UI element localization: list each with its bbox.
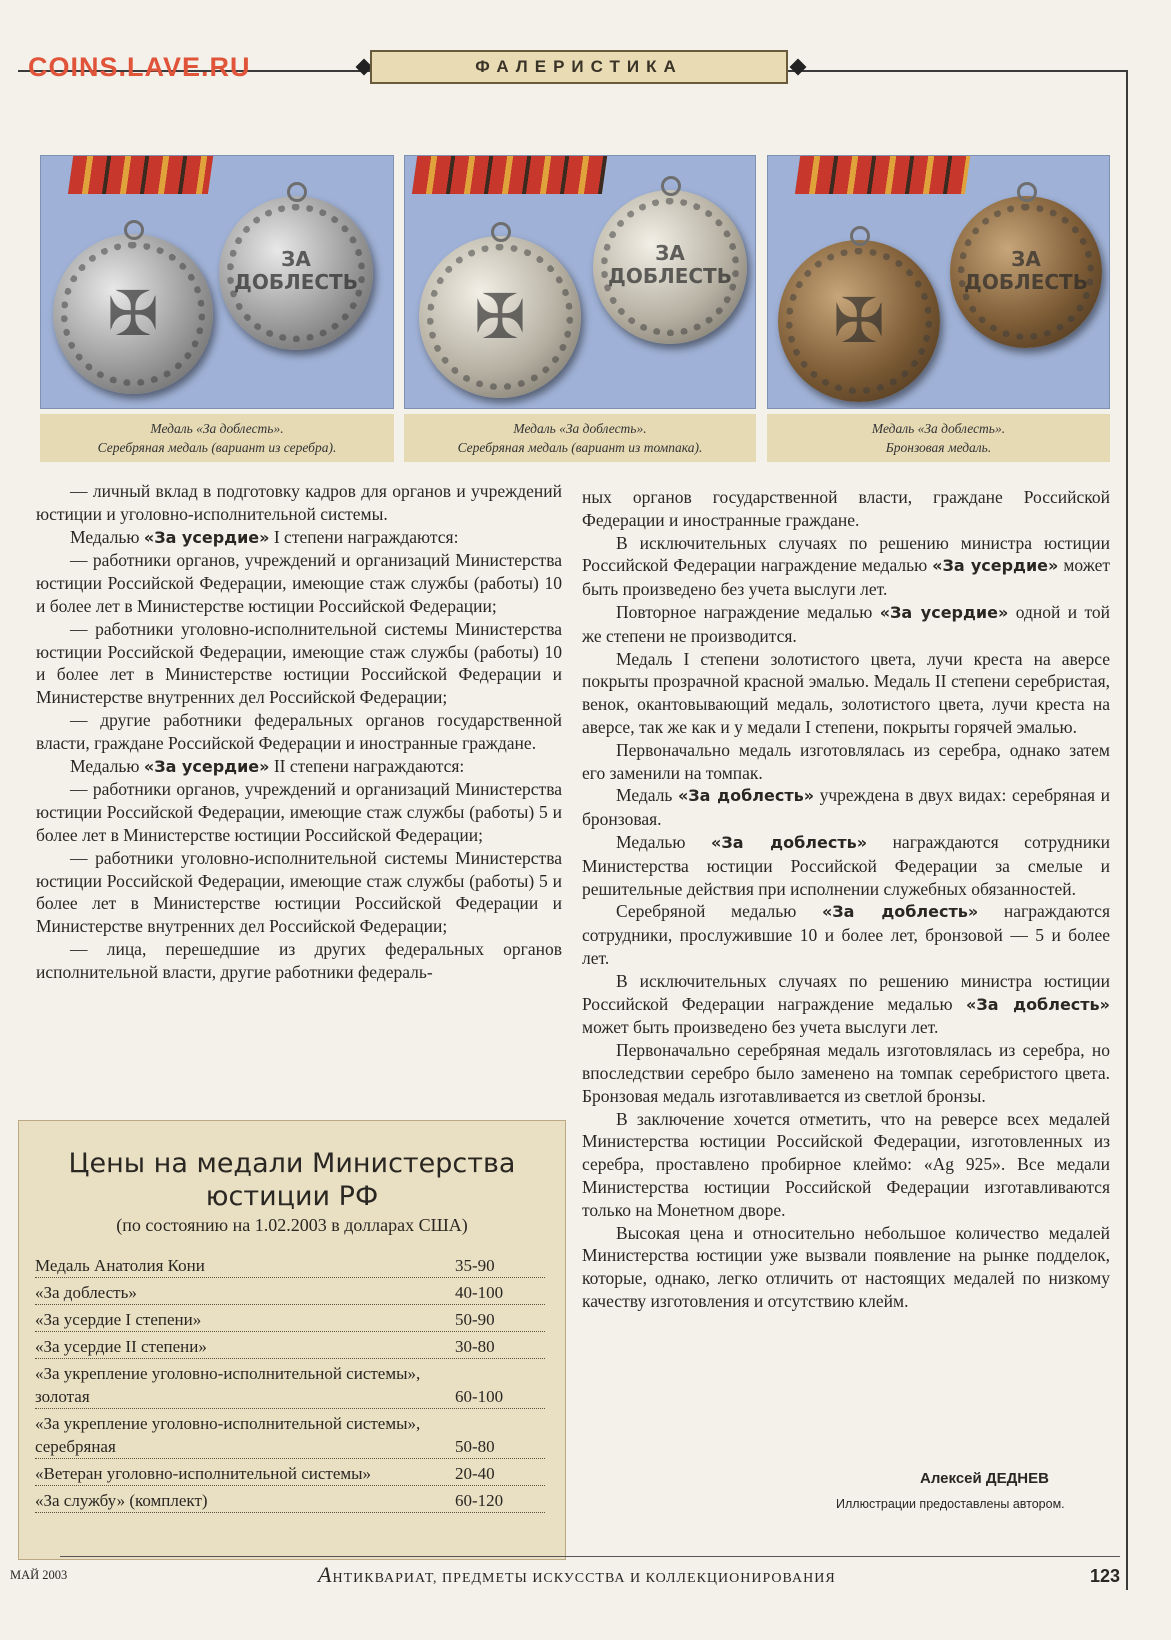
paragraph bbox=[36, 778, 562, 846]
paragraph bbox=[582, 1108, 1110, 1222]
photo-caption-1 bbox=[40, 414, 394, 462]
magazine-name-rest: НТИКВАРИАТ, ПРЕДМЕТЫ ИСКУССТВА И КОЛЛЕКЦИОНИРОВАНИЯ bbox=[332, 1571, 836, 1586]
paragraph bbox=[36, 709, 562, 755]
price-table-subtitle: (по состоянию на 1.02.2003 в долларах США) bbox=[116, 1215, 468, 1235]
medal-inscription: ЗА ДОБЛЕСТЬ bbox=[964, 246, 1088, 294]
price-row bbox=[35, 1486, 545, 1513]
price-table-box bbox=[18, 1120, 566, 1560]
price-item-name: «За усердие II степени» bbox=[35, 1337, 207, 1356]
paragraph-text: Медаль bbox=[616, 785, 678, 806]
photo-caption-3 bbox=[767, 414, 1110, 462]
medal-reverse bbox=[219, 196, 373, 350]
medal-name-emphasis: «За усердие» bbox=[932, 556, 1059, 576]
medal-loop bbox=[850, 226, 870, 246]
article-left-column bbox=[36, 480, 562, 984]
paragraph bbox=[36, 938, 562, 984]
paragraph bbox=[36, 847, 562, 938]
price-item-value: 40-100 bbox=[455, 1283, 504, 1302]
caption-line: Серебряная медаль (вариант из серебра). bbox=[97, 440, 337, 455]
paragraph-text: учреждена в двух видах: серебряная и бронзовая. bbox=[582, 785, 1111, 830]
price-row bbox=[35, 1332, 545, 1359]
paragraph bbox=[582, 739, 1110, 785]
paragraph-text: — работники уголовно-исполнительной системы Министерства юстиции Российской Федерации, имеющие стаж службы (работы) 10 и более лет в Министерстве юстиции Российской Федерации и Министерстве внутренних дел Российской Федерации; bbox=[36, 618, 562, 708]
price-item-name: «За доблесть» bbox=[35, 1283, 137, 1302]
paragraph-text: — работники уголовно-исполнительной системы Министерства юстиции Российской Федерации, имеющие стаж службы (работы) 5 и более лет в Министерстве юстиции Российской Федерации и Министерстве внутренних дел Российской Федерации; bbox=[36, 847, 562, 937]
paragraph-text: В исключительных случаях по решению министра юстиции Российской Федерации награждение медалью bbox=[582, 970, 1110, 1014]
paragraph bbox=[582, 648, 1110, 739]
medal-name-emphasis: «За доблесть» bbox=[677, 786, 815, 806]
paragraph-text: — работники органов, учреждений и организаций Министерства юстиции Российской Федерации, имеющие стаж службы (работы) 10 и более лет в Министерстве юстиции Российской Федерации; bbox=[36, 550, 562, 616]
caption-line: Бронзовая медаль. bbox=[885, 440, 992, 455]
paragraph bbox=[36, 480, 562, 526]
paragraph-text: Высокая цена и относительно небольшое количество медалей Министерства юстиции уже вызвали появление на рынке подделок, которые, однако, легко отличить от настоящих медалей по низкому качеству изготовления и отсутствию клейм. bbox=[582, 1222, 1110, 1311]
paragraph bbox=[36, 618, 562, 709]
medal-name-emphasis: «За усердие» bbox=[143, 756, 270, 776]
medal-inscription: ЗА ДОБЛЕСТЬ bbox=[234, 247, 358, 295]
paragraph-text: — лица, перешедшие из других федеральных органов исполнительной власти, другие работники федераль- bbox=[36, 938, 562, 982]
paragraph-text: награждаются сотрудники, прослужившие 10 и более лет, бронзовой — 5 и более лет. bbox=[582, 901, 1110, 968]
paragraph bbox=[582, 831, 1110, 900]
caption-line: Медаль «За доблесть». bbox=[513, 421, 647, 436]
paragraph-text: — личный вклад в подготовку кадров для органов и учреждений юстиции и уголовно-исполнительной системы. bbox=[36, 481, 562, 524]
paragraph-text: I степени награждаются: bbox=[269, 526, 459, 547]
paragraph-text: Медалью bbox=[70, 526, 144, 547]
paragraph bbox=[582, 1222, 1110, 1313]
price-item-name: «За службу» (комплект) bbox=[35, 1491, 208, 1510]
price-item-value: 35-90 bbox=[455, 1256, 495, 1275]
price-row bbox=[35, 1359, 545, 1409]
cross-emblem-icon: ✠ bbox=[474, 280, 526, 353]
cross-emblem-icon: ✠ bbox=[833, 284, 885, 357]
medal-loop bbox=[124, 220, 144, 240]
article-right-column bbox=[582, 486, 1110, 1313]
caption-line: Медаль «За доблесть». bbox=[150, 421, 284, 436]
photo-caption-2 bbox=[404, 414, 756, 462]
paragraph-text: В исключительных случаях по решению министра юстиции Российской Федерации награждение медалью bbox=[582, 532, 1110, 576]
magazine-name bbox=[318, 1562, 836, 1588]
medal-loop bbox=[1017, 182, 1037, 202]
paragraph-text: — работники органов, учреждений и организаций Министерства юстиции Российской Федерации, имеющие стаж службы (работы) 5 и более лет в Министерстве юстиции Российской Федерации; bbox=[36, 779, 562, 845]
caption-line: Серебряная медаль (вариант из томпака). bbox=[457, 440, 703, 455]
price-title-line: Цены на медали Министерства bbox=[68, 1148, 516, 1179]
medal-loop bbox=[661, 176, 681, 196]
price-item-value: 50-80 bbox=[455, 1437, 495, 1456]
magazine-initial: А bbox=[318, 1562, 333, 1587]
ribbon bbox=[68, 155, 214, 194]
medal-obverse bbox=[53, 234, 213, 394]
paragraph-text: — другие работники федеральных органов государственной власти, граждане Российской Федерации и иностранные граждане. bbox=[36, 709, 562, 753]
price-item-value: 50-90 bbox=[455, 1310, 495, 1329]
illustration-credit: Иллюстрации предоставлены автором. bbox=[836, 1497, 1065, 1511]
medal-loop bbox=[287, 182, 307, 202]
price-item-value: 30-80 bbox=[455, 1337, 495, 1356]
section-title: ФАЛЕРИСТИКА bbox=[370, 50, 788, 84]
medal-inscription: ЗА ДОБЛЕСТЬ bbox=[608, 241, 732, 289]
paragraph-text: может быть произведено без учета выслуги лет. bbox=[582, 1017, 939, 1038]
medal-photo-1 bbox=[40, 155, 394, 409]
price-row bbox=[35, 1459, 545, 1486]
medal-reverse bbox=[950, 196, 1102, 348]
paragraph-text: может быть произведено без учета выслуги лет. bbox=[582, 555, 1111, 600]
medal-name-emphasis: «За усердие» bbox=[143, 527, 270, 547]
price-item-name: «За усердие I степени» bbox=[35, 1310, 202, 1329]
issue-date: МАЙ 2003 bbox=[10, 1568, 68, 1582]
paragraph bbox=[582, 900, 1110, 969]
paragraph bbox=[582, 784, 1110, 831]
medal-name-emphasis: «За доблесть» bbox=[710, 832, 868, 852]
paragraph-text: Первоначально медаль изготовлялась из серебра, однако затем его заменили на томпак. bbox=[582, 739, 1110, 783]
cross-emblem-icon: ✠ bbox=[107, 277, 159, 350]
paragraph bbox=[582, 532, 1110, 601]
paragraph bbox=[582, 486, 1110, 532]
medal-obverse bbox=[419, 236, 581, 398]
ribbon bbox=[795, 155, 971, 194]
paragraph bbox=[36, 526, 562, 550]
paragraph bbox=[36, 755, 562, 779]
paragraph bbox=[582, 970, 1110, 1039]
medal-loop bbox=[491, 222, 511, 242]
paragraph-text: награждаются сотрудники Министерства юстиции Российской Федерации за смелые и решительные действия при исполнении служебных обязанностей. bbox=[582, 831, 1110, 899]
medal-name-emphasis: «За доблесть» bbox=[966, 994, 1111, 1014]
paragraph-text: Первоначально серебряная медаль изготовлялась из серебра, но впоследствии серебро было заменено на томпак серебристого цвета. Бронзовая медаль изготавливается из светлой бронзы. bbox=[582, 1040, 1110, 1106]
paragraph-text: В заключение хочется отметить, что на реверсе всех медалей Министерства юстиции Российской Федерации, изготовленных из серебра, проставлено пробирное клеймо: «Ag 925». Все медали Министерства юстиции Российской Федерации изготавливаются только на Монетном дворе. bbox=[582, 1108, 1110, 1220]
price-item-name: «Ветеран уголовно-исполнительной системы» bbox=[35, 1464, 372, 1483]
medal-obverse bbox=[778, 240, 940, 402]
caption-line: Медаль «За доблесть». bbox=[871, 421, 1006, 436]
price-row bbox=[35, 1305, 545, 1332]
price-title-line: юстиции РФ bbox=[205, 1181, 379, 1212]
price-row bbox=[35, 1278, 545, 1305]
medal-name-emphasis: «За усердие» bbox=[879, 602, 1009, 622]
price-item-value: 60-120 bbox=[455, 1491, 504, 1510]
price-item-value: 60-100 bbox=[455, 1387, 504, 1406]
page-number: 123 bbox=[1090, 1566, 1121, 1586]
paragraph-text: ных органов государственной власти, граждане Российской Федерации и иностранные граждане. bbox=[582, 487, 1110, 530]
paragraph-text: Медалью bbox=[70, 755, 144, 776]
medal-reverse bbox=[593, 190, 747, 344]
medal-photo-2 bbox=[404, 155, 756, 409]
price-row bbox=[35, 1409, 545, 1459]
footer-divider bbox=[60, 1556, 1120, 1557]
author-name: Алексей ДЕДНЕВ bbox=[920, 1470, 1049, 1487]
paragraph bbox=[582, 1039, 1110, 1107]
paragraph bbox=[582, 601, 1110, 648]
medal-photo-3 bbox=[767, 155, 1110, 409]
medal-name-emphasis: «За доблесть» bbox=[821, 902, 979, 922]
paragraph-text: Медалью bbox=[616, 831, 711, 852]
price-table-title bbox=[19, 1147, 565, 1213]
price-row bbox=[35, 1251, 545, 1278]
ribbon bbox=[412, 155, 608, 194]
price-item-value: 20-40 bbox=[455, 1464, 495, 1483]
price-table bbox=[35, 1251, 545, 1513]
paragraph-text: Серебряной медалью bbox=[616, 901, 822, 922]
paragraph-text: Повторное награждение медалью bbox=[616, 601, 880, 622]
paragraph bbox=[36, 549, 562, 617]
paragraph-text: Медаль I степени золотистого цвета, лучи креста на аверсе покрыты прозрачной красной эмалью. Медаль II степени серебристая, венок, окантовывающий медаль, золотистого цвета, лучи креста на аверсе, так же как и у медали I степени, покрыты горячей эмалью. bbox=[582, 648, 1110, 737]
watermark: COINS.LAVE.RU bbox=[28, 52, 251, 82]
paragraph-text: одной и той же степени не производится. bbox=[582, 601, 1111, 646]
paragraph-text: II степени награждаются: bbox=[269, 755, 465, 776]
price-item-name: «За укрепление уголовно-исполнительной системы», золотая bbox=[35, 1364, 421, 1406]
price-item-name: «За укрепление уголовно-исполнительной системы», серебряная bbox=[35, 1414, 421, 1456]
price-item-name: Медаль Анатолия Кони bbox=[35, 1256, 205, 1275]
